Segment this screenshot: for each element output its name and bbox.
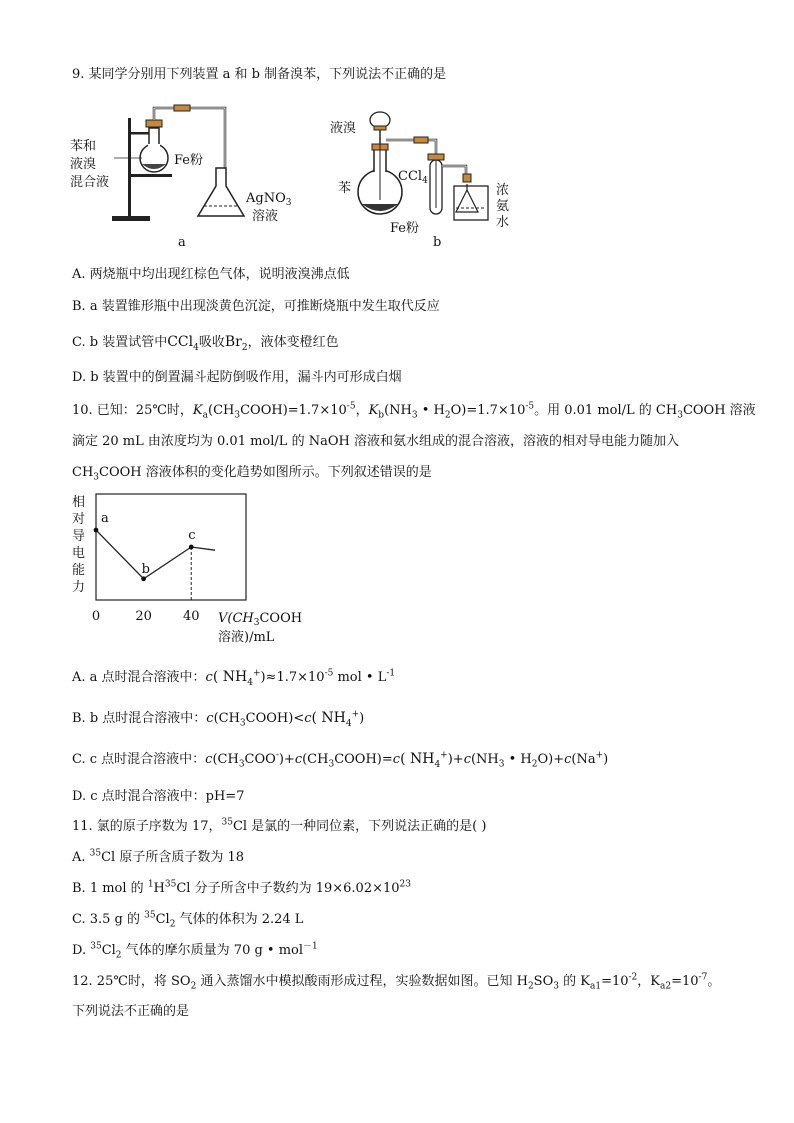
q11-option-d[interactable]: D. $^{35}Cl_2$ 气体的摩尔质量为 70 g • mol$^{-1}$ [72,941,318,961]
data-point-a [94,528,99,533]
q10-option-c[interactable]: C. c 点时混合溶液中：$c(CH_3COO^-)+c(CH_3COOH)=c$( $NH_4^+)+c(NH_3$ • $H_2O)+c(Na^+)$ [72,750,609,770]
q11-option-c[interactable]: C. 3.5 g 的 $^{35}Cl_2$ 气体的体积为 2.24 L [72,910,304,930]
point-label-c: c [188,528,196,543]
q11-option-a[interactable]: A. $^{35}$Cl 原子所含质子数为 18 [72,848,245,865]
q12-stem-line1: 12. 25℃时，将 $SO_2$ 通入蒸馏水中模拟酸雨形成过程，实验数据如图。已知 $H_2SO_3$ 的 $K_{a1}=10^{-2}$，$K_{a2}=10^{-7}$。 [72,972,721,992]
q9-option-b[interactable]: B. a 装置锥形瓶中出现淡黄色沉淀，可推断烧瓶中发生取代反应 [72,299,440,314]
label-solution: 溶液 [252,209,279,224]
y-axis-label-char: 能 [72,563,86,578]
caption-a: a [178,235,186,250]
label-benzene-bromine-3: 混合液 [70,175,110,190]
q9-option-c[interactable]: C. b 装置试管中CCl$_4$吸收$Br_2$，液体变橙红色 [72,334,339,353]
label-ccl4: CCl$_4$ [398,169,428,186]
x-tick-label: 20 [135,609,152,624]
q11-stem: 11. 氯的原子序数为 17，$^{35}$Cl 是氯的一种同位素，下列说法正确的是( ) [72,817,487,834]
y-axis-label-char: 相 [72,495,86,510]
x-tick-label: 40 [182,609,200,624]
y-axis-label-char: 对 [72,512,86,527]
label-benzene-b: 苯 [338,181,352,196]
x-axis-label-1: $V(CH_3COOH$ [218,611,303,628]
q9-option-a[interactable]: A. 两烧瓶中均出现红棕色气体，说明液溴沸点低 [72,267,350,282]
q10-stem-line3: $CH_3COOH$ 溶液体积的变化趋势如图所示。下列叙述错误的是 [72,465,432,483]
label-ammonia-3: 水 [496,215,510,230]
label-fe-powder-a: Fe粉 [174,153,204,168]
apparatus-a-figure [70,98,300,250]
q12-stem-line2: 下列说法不正确的是 [72,1004,190,1019]
y-axis-label-char: 力 [72,580,86,595]
q10-option-a[interactable]: A. a 点时混合溶液中：c( $NH_4^+)\approx 1.7\times 10^{-5}$ mol • $L^{-1}$ [72,668,396,688]
q10-option-d[interactable]: D. c 点时混合溶液中：pH=7 [72,789,245,804]
conductivity-chart [68,492,328,652]
label-ammonia-1: 浓 [496,183,510,198]
data-point-c [189,545,194,550]
x-axis-label-2: 溶液)/mL [218,630,275,645]
q10-option-b[interactable]: B. b 点时混合溶液中：$c(CH_3COOH)<c$( $NH_4^+$) [72,709,365,729]
label-fe-powder-b: Fe粉 [390,221,420,236]
apparatus-b-figure [330,108,520,250]
x-tick-label: 0 [91,609,101,624]
point-label-b: b [141,561,150,577]
y-axis-label-char: 导 [72,529,86,544]
series-line [96,530,215,579]
label-benzene-bromine-1: 苯和 [70,139,97,154]
q10-stem-line1: 10. 已知：25℃时，$K_a(CH_3COOH)=1.7\times 10^{-5}$，$K_b(NH_3$ • $H_2O)=1.7\times 10^{-5}$。用 0.01 mol/L 的 $CH_3COOH$ 溶液 [72,401,756,421]
q11-option-b[interactable]: B. 1 mol 的 $^1H^{35}Cl$ 分子所含中子数约为 $19\times 6.02\times 10^{23}$ [72,879,411,896]
label-agno3: AgNO$_3$ [246,191,292,208]
q10-stem-line2: 滴定 20 mL 由浓度均为 0.01 mol/L 的 NaOH 溶液和氨水组成的混合溶液，溶液的相对导电能力随加入 [72,434,679,449]
caption-b: b [433,235,442,250]
label-benzene-bromine-2: 液溴 [70,157,97,172]
q9-option-d[interactable]: D. b 装置中的倒置漏斗起防倒吸作用，漏斗内可形成白烟 [72,370,402,385]
y-axis-label-char: 电 [72,546,86,561]
label-liquid-bromine: 液溴 [330,121,357,136]
chart-frame [96,494,246,600]
label-ammonia-2: 氨 [496,199,510,214]
point-label-a: a [101,511,109,527]
data-point-b [141,576,146,581]
q9-stem: 9. 某同学分别用下列装置 a 和 b 制备溴苯，下列说法不正确的是 [72,67,447,82]
